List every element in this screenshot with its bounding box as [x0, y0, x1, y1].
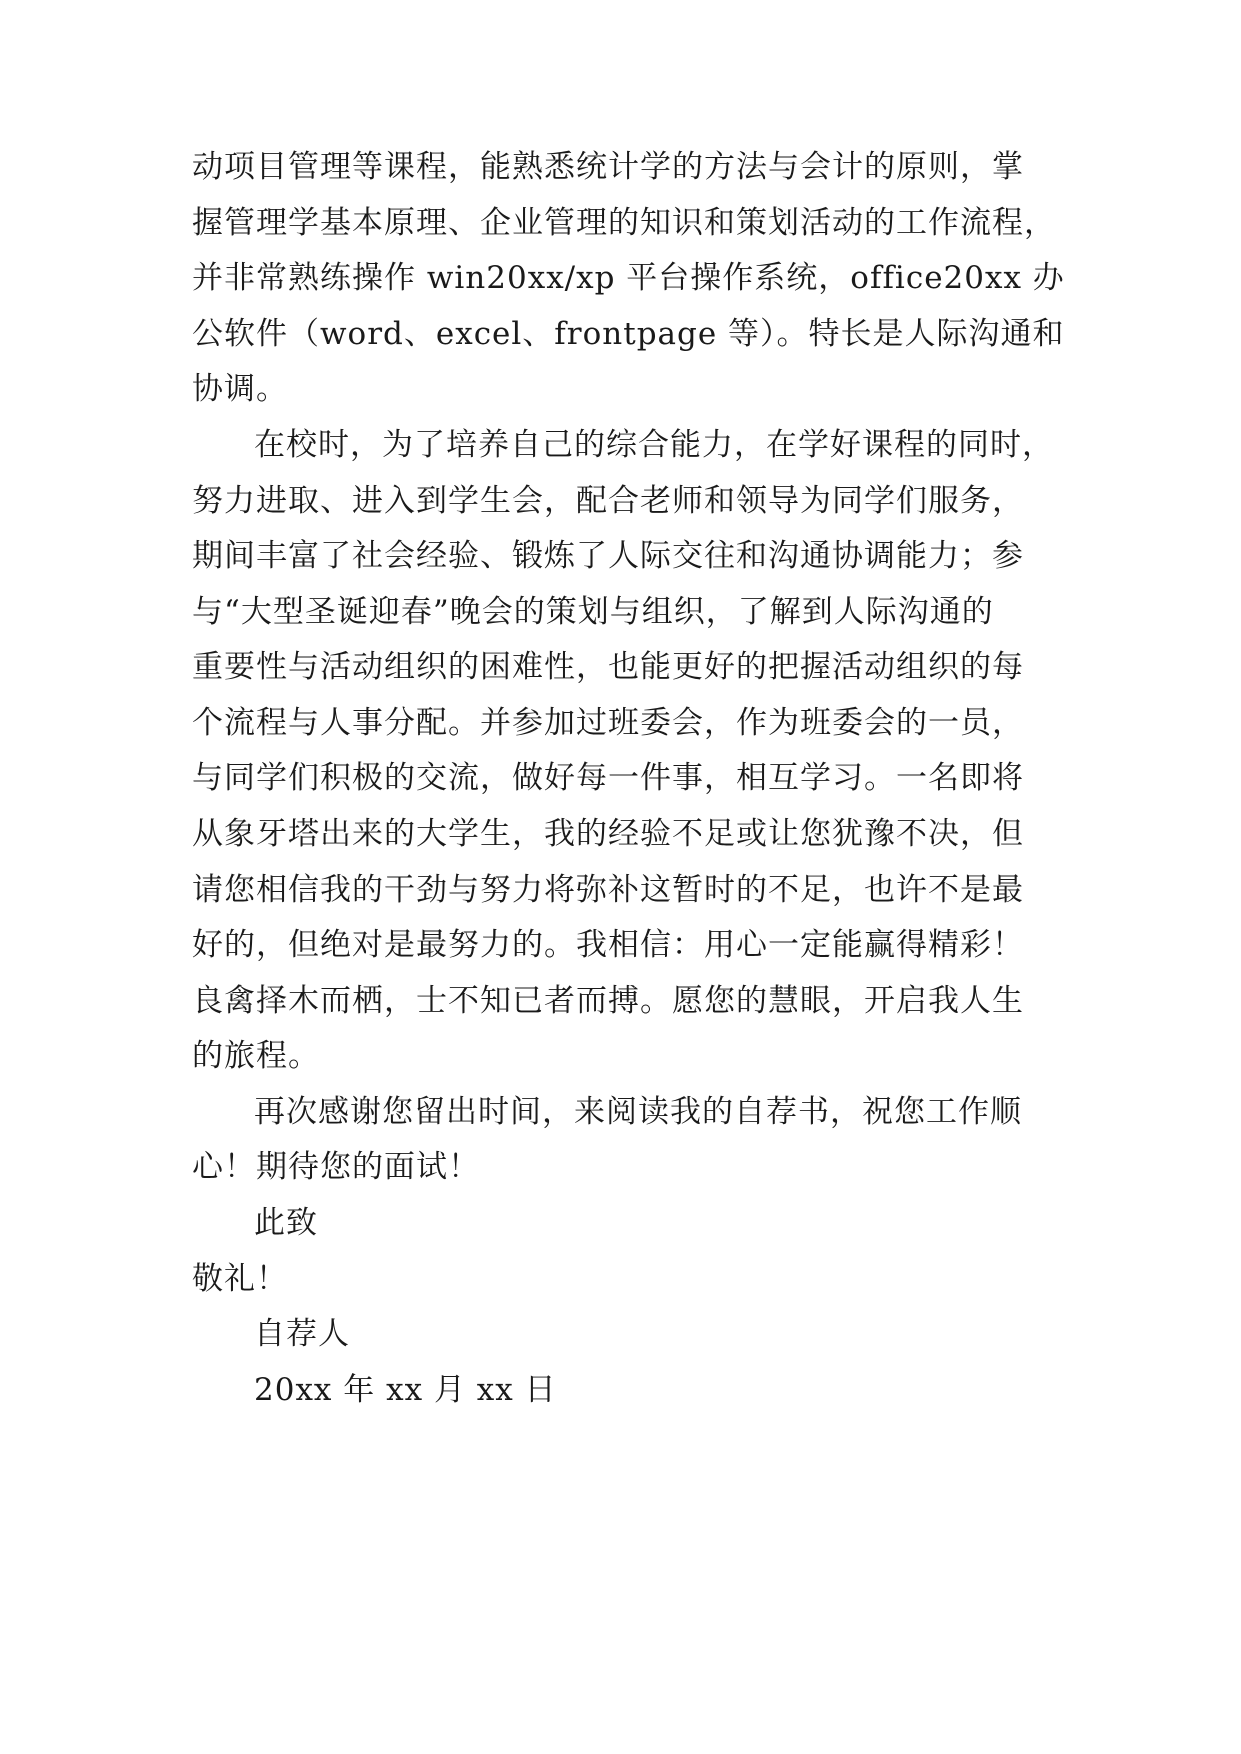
paragraph-1-line-4: 公软件（word、excel、frontpage 等）。特长是人际沟通和: [192, 316, 1065, 352]
paragraph-2-line-7: 与同学们积极的交流，做好每一件事，相互学习。一名即将: [192, 760, 1024, 796]
paragraph-2-line-3: 期间丰富了社会经验、锻炼了人际交往和沟通协调能力；参: [192, 538, 1024, 574]
paragraph-2-line-11: 良禽择木而栖，士不知已者而搏。愿您的慧眼，开启我人生: [192, 983, 1024, 1019]
paragraph-2-line-6: 个流程与人事分配。并参加过班委会，作为班委会的一员，: [192, 705, 1024, 741]
signer-label: 自荐人: [254, 1316, 350, 1352]
paragraph-2-line-1: 在校时，为了培养自己的综合能力，在学好课程的同时，: [254, 427, 1054, 463]
paragraph-3-line-1: 再次感谢您留出时间，来阅读我的自荐书，祝您工作顺: [254, 1094, 1022, 1130]
paragraph-2-line-12: 的旅程。: [192, 1038, 320, 1074]
paragraph-2-line-4: 与“大型圣诞迎春”晚会的策划与组织，了解到人际沟通的: [192, 594, 994, 630]
paragraph-2-line-2: 努力进取、进入到学生会，配合老师和领导为同学们服务，: [192, 483, 1024, 519]
paragraph-3-line-2: 心！期待您的面试！: [192, 1149, 480, 1185]
paragraph-1-line-1: 动项目管理等课程，能熟悉统计学的方法与会计的原则，掌: [192, 149, 1024, 185]
paragraph-2-line-9: 请您相信我的干劲与努力将弥补这暂时的不足，也许不是最: [192, 872, 1024, 908]
paragraph-1-line-3: 并非常熟练操作 win20xx/xp 平台操作系统，office20xx 办: [192, 260, 1065, 296]
closing-regards: 敬礼！: [192, 1261, 288, 1297]
paragraph-1-line-5: 协调。: [192, 371, 288, 407]
paragraph-2-line-5: 重要性与活动组织的困难性，也能更好的把握活动组织的每: [192, 649, 1024, 685]
closing-salutation: 此致: [254, 1205, 318, 1241]
paragraph-1-line-2: 握管理学基本原理、企业管理的知识和策划活动的工作流程，: [192, 205, 1056, 241]
paragraph-2-line-8: 从象牙塔出来的大学生，我的经验不足或让您犹豫不决，但: [192, 816, 1024, 852]
signature-date: 20xx 年 xx 月 xx 日: [254, 1372, 557, 1408]
paragraph-2-line-10: 好的，但绝对是最努力的。我相信：用心一定能赢得精彩！: [192, 927, 1024, 963]
